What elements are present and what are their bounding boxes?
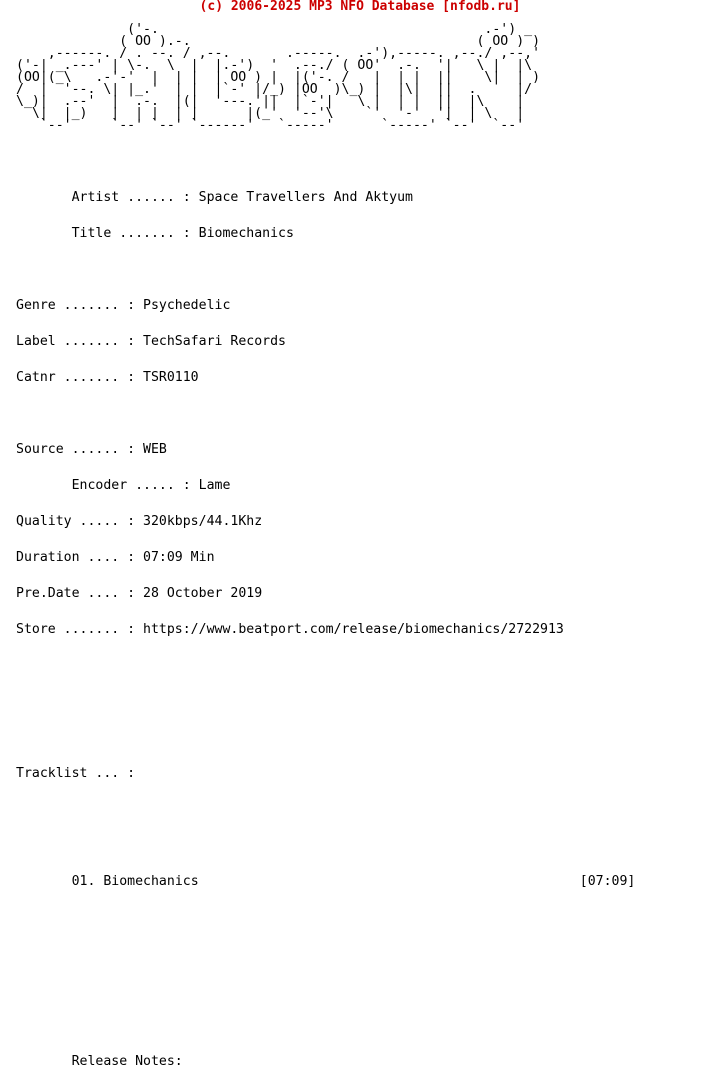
info-predate xyxy=(16,588,635,600)
predate-value: 28 October 2019 xyxy=(143,586,263,601)
info-genre xyxy=(16,300,635,312)
blank-line xyxy=(16,912,635,924)
blank-line xyxy=(16,840,635,852)
blank-line xyxy=(16,984,635,996)
catnr-value: TSR0110 xyxy=(143,370,199,385)
info-quality xyxy=(16,516,635,528)
blank-line xyxy=(16,804,635,816)
release-notes-label: Release Notes: xyxy=(71,1054,183,1069)
nfo-body xyxy=(16,168,635,1080)
blank-line xyxy=(16,1020,635,1032)
title-value: Biomechanics xyxy=(198,226,294,241)
source-label: Source ...... : xyxy=(16,442,144,457)
info-catnr xyxy=(16,372,635,384)
blank-line xyxy=(16,264,635,276)
artist-label: Artist ...... : xyxy=(16,190,199,205)
info-encoder xyxy=(16,480,635,492)
track-title: Biomechanics xyxy=(103,874,199,889)
predate-label: Pre.Date .... : xyxy=(16,586,144,601)
notes-indent xyxy=(16,1054,72,1069)
tracklist-heading: Tracklist ... : xyxy=(16,766,136,781)
store-url[interactable]: https://www.beatport.com/release/biomechanics/2722913 xyxy=(143,622,564,637)
quality-label: Quality ..... : xyxy=(16,514,144,529)
info-store xyxy=(16,624,635,636)
track-number: 01. xyxy=(71,874,96,889)
duration-value: 07:09 Min xyxy=(143,550,215,565)
ascii-art-logo: ('-. .-') _ ( OO ).-. ( OO ) ) ,------. / . --. / ,--. .-----. .-'),-----. ,--./ ,--,' ('-| _.---' | \-. \ | |.-') ' .--./ ( OO' .-. '| \ | |\ (OO|(_\ .-'-' | | | | OO ) | |('-. / | | | || \| | ) / | '--. \| |_.' | | |`-' |/_) |OO )\_) | |\| || . |/ \_)| .--' | .-. |(| '---.'|| |`-'| \ | | | || |\ | \| |_) | | | | | |(_' '--'\ `' '-' '| | \ | `--' `--' `--' `------' `-----' `-----' `--' `--' xyxy=(16,22,541,133)
duration-label: Duration .... : xyxy=(16,550,144,565)
genre-value: Psychedelic xyxy=(143,298,231,313)
track-indent xyxy=(16,874,72,889)
title-label: Title ....... : xyxy=(16,226,199,241)
info-source xyxy=(16,444,635,456)
track-row xyxy=(16,876,635,888)
blank-line xyxy=(16,696,635,708)
genre-label: Genre ....... : xyxy=(16,298,144,313)
blank-line xyxy=(16,948,635,960)
track-spacer xyxy=(199,874,580,889)
blank-line xyxy=(16,732,635,744)
catnr-label: Catnr ....... : xyxy=(16,370,144,385)
release-notes-heading xyxy=(16,1056,635,1068)
blank-line xyxy=(16,660,635,672)
quality-value: 320kbps/44.1Khz xyxy=(143,514,263,529)
blank-line xyxy=(16,408,635,420)
label-label: Label ....... : xyxy=(16,334,144,349)
encoder-label: Encoder ..... : xyxy=(16,478,199,493)
label-value: TechSafari Records xyxy=(143,334,286,349)
info-artist xyxy=(16,192,635,204)
artist-value: Space Travellers And Aktyum xyxy=(198,190,413,205)
info-label xyxy=(16,336,635,348)
encoder-value: Lame xyxy=(198,478,231,493)
source-value: WEB xyxy=(143,442,167,457)
info-title xyxy=(16,228,635,240)
store-label: Store ....... : xyxy=(16,622,144,637)
info-duration xyxy=(16,552,635,564)
track-time: [07:09] xyxy=(579,874,636,889)
copyright-banner: (c) 2006-2025 MP3 NFO Database [nfodb.ru] xyxy=(199,0,521,14)
